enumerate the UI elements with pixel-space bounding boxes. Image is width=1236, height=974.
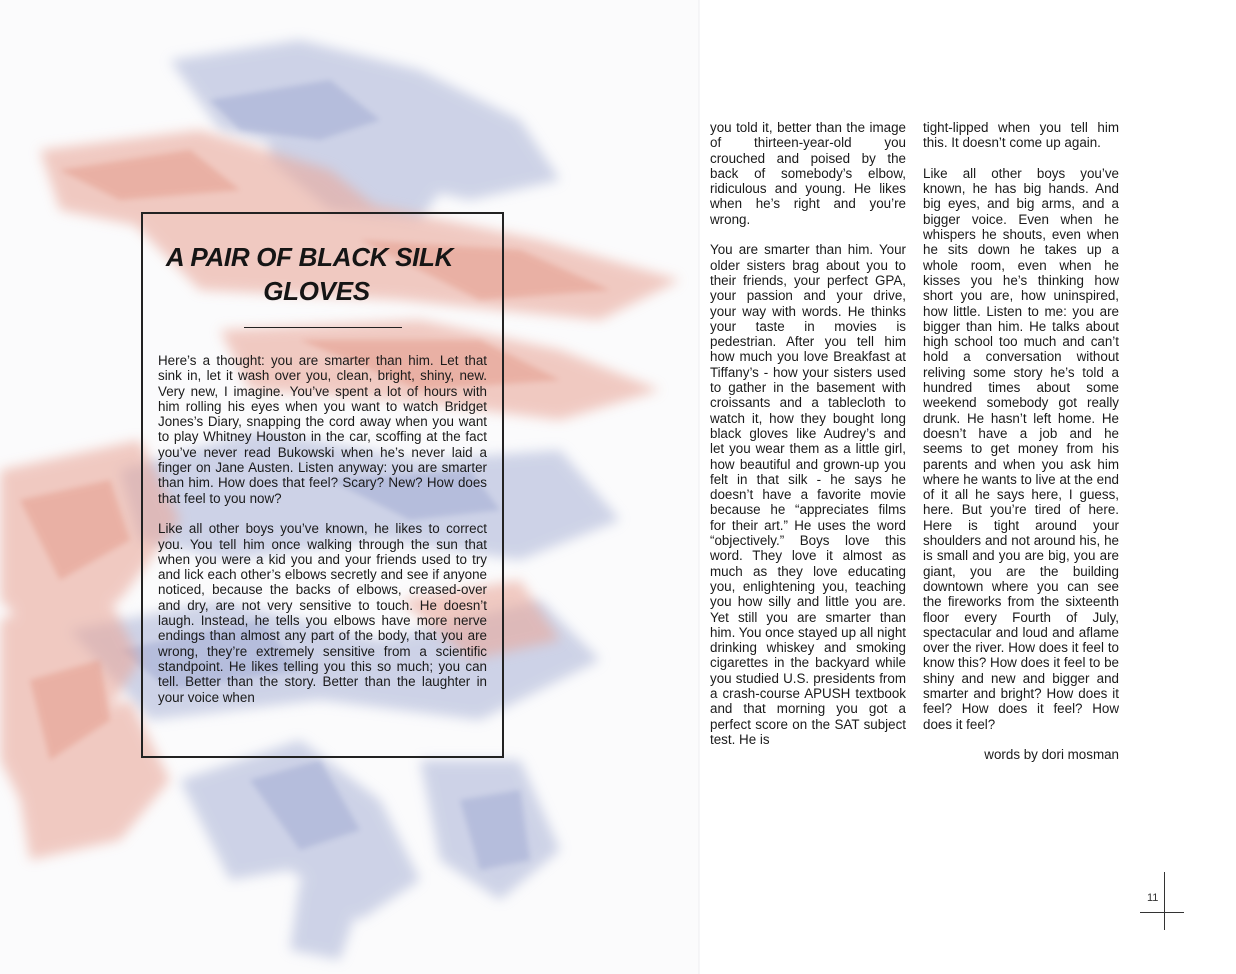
text-column-1	[710, 120, 906, 810]
column2-paragraph-1: tight-lipped when you tell him this. It doesn’t come up again.	[923, 120, 1119, 151]
column1-paragraph-2: You are smarter than him. Your older sisters brag about you to their friends, your perfect GPA, your passion and your drive, your way with words. He thinks your taste in movies is pedestrian. After you tell him how much you love Breakfast at Tiffany’s - how your sisters used to gather in the basement with croissants and a tablecloth to watch it, how they bought long black gloves like Audrey’s and let you wear them as a little girl, how beautiful and grown-up you felt in that silk - he says he doesn’t have a favorite movie because he “appreciates films for their art.” He uses the word “objectively.” Boys love this word. They love it almost as much as they love educating you, enlightening you, teaching you how silly and little you are. Yet still you are smarter than him. You once stayed up all night drinking whiskey and smoking cigarettes in the backyard while you studied U.S. presidents from a crash-course APUSH textbook and that morning you got a perfect score on the SAT subject test. He is	[710, 242, 906, 747]
article-title	[143, 240, 502, 308]
right-page	[700, 0, 1236, 974]
intro-paragraph-2: Like all other boys you’ve known, he likes to correct you. You tell him once walking through the sun that when you were a kid you and your friends used to try and lick each other’s elbows secretly and see if anyone noticed, because the backs of elbows, creased-over and dry, are not very sensitive to touch. He doesn’t laugh. Instead, he tells you elbows have more nerve endings than almost any part of the body, that you are wrong, they’re extremely sensitive from a scientific standpoint. He likes telling you this so much; you can tell. Better than the story. Better than the laughter in your voice when	[158, 521, 487, 705]
crop-mark-horizontal	[1140, 912, 1184, 913]
column1-paragraph-1: you told it, better than the image of thirteen-year-old you crouched and poised by the back of somebody’s elbow, ridiculous and young. He likes when he’s right and you’re wrong.	[710, 120, 906, 227]
title-line-1: A PAIR OF BLACK SILK	[165, 242, 454, 272]
column2-paragraph-2: Like all other boys you’ve known, he has big hands. And big eyes, and big arms, and a bigger voice. Even when he whispers he shouts, even when he sits down he takes up a whole room, even when he kisses you he’s thinking how short you are, how uninspired, how little. Listen to me: you are bigger than him. He talks about high school too much and can’t hold a conversation without reliving some story he’s told a hundred times about some weekend somebody got really drunk. He hasn’t left home. He doesn’t have a job and he seems to get money from his parents and when you ask him where he wants to live at the end of it all he says here, I guess, here. But you’re tired of here. Here is tight around your shoulders and not around his, he is small and you are big, you are giant, you are the building downtown where you can see the fireworks from the sixteenth floor every Fourth of July, spectacular and loud and aflame over the river. How does it feel to know this? How does it feel to be shiny and new and bigger and smarter and bright? How does it feel? How does it feel? How does it feel?	[923, 165, 1119, 732]
text-column-2	[923, 120, 1119, 810]
author-byline: words by dori mosman	[984, 747, 1119, 763]
article-title-box	[141, 212, 504, 758]
title-divider	[244, 327, 402, 328]
page-number: 11	[1147, 892, 1159, 904]
title-line-2: GLOVES	[263, 276, 370, 306]
crop-mark-vertical	[1164, 872, 1165, 930]
intro-text	[158, 353, 487, 738]
intro-paragraph-1: Here’s a thought: you are smarter than him. Let that sink in, let it wash over you, clean, bright, shiny, new. Very new, I imagine. You’ve spent a lot of hours with him rolling his eyes when you want to watch Bridget Jones’s Diary, snapping the cord away when you want to play Whitney Houston in the car, scoffing at the fact you’ve never read Bukowski when he’s never laid a finger on Jane Austen. Listen anyway: you are smarter than him. How does that feel? Scary? New? How does that feel to you now?	[158, 353, 487, 506]
